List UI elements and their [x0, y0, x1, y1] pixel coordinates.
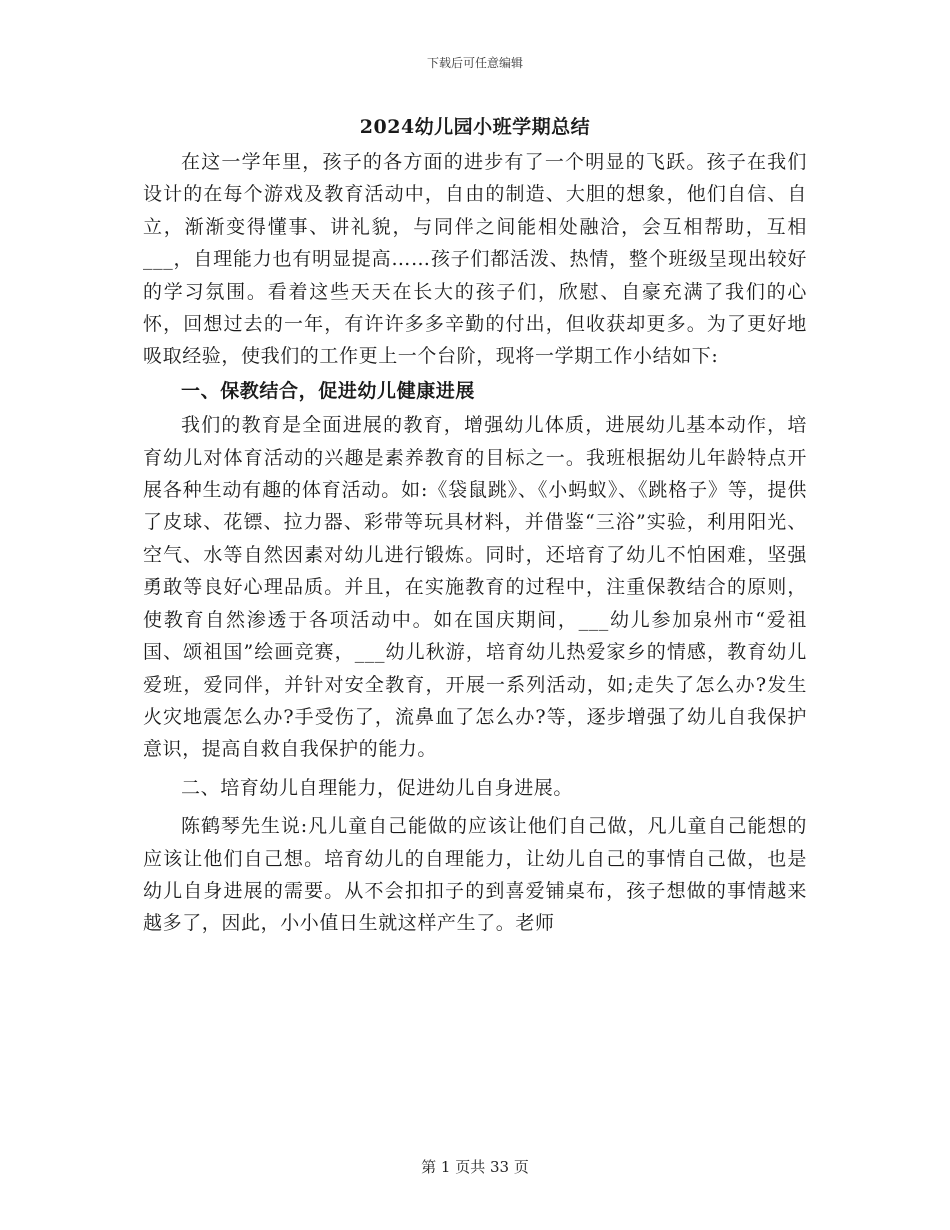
- section-1-paragraph: 我们的教育是全面进展的教育，增强幼儿体质，进展幼儿基本动作，培育幼儿对体育活动的兴趣是素养教育的目标之一。我班根据幼儿年龄特点开展各种生动有趣的体育活动。如:《袋鼠跳》、《小蚂蚁》、《跳格子》等，提供了皮球、花镖、拉力器、彩带等玩具材料，并借鉴“三浴”实验，利用阳光、空气、水等自然因素对幼儿进行锻炼。同时，还培育了幼儿不怕困难，坚强勇敢等良好心理品质。并且，在实施教育的过程中，注重保教结合的原则，使教育自然渗透于各项活动中。如在国庆期间，___幼儿参加泉州市“爱祖国、颂祖国”绘画竞赛，___幼儿秋游，培育幼儿热爱家乡的情感，教育幼儿爱班，爱同伴，并针对安全教育，开展一系列活动，如;走失了怎么办?发生火灾地震怎么办?手受伤了，流鼻血了怎么办?等，逐步增强了幼儿自我保护意识，提高自救自我保护的能力。: [143, 414, 807, 761]
- document-body: [143, 112, 807, 940]
- section-heading-2: 二、培育幼儿自理能力，促进幼儿自身进展。: [181, 776, 574, 799]
- section-2-paragraph: 陈鹤琴先生说:凡儿童自己能做的应该让他们自己做，凡儿童自己能想的应该让他们自己想。培育幼儿的自理能力，让幼儿自己的事情自己做，也是幼儿自身进展的需要。从不会扣扣子的到喜爱铺桌布，孩子想做的事情越来越多了，因此，小小值日生就这样产生了。老师: [143, 815, 807, 935]
- page-footer: 第 1 页共 33 页: [421, 1158, 529, 1176]
- header-note: 下载后可任意编辑: [426, 56, 523, 70]
- section-heading-1: 一、保教结合，促进幼儿健康进展: [181, 379, 476, 402]
- intro-paragraph: 在这一学年里，孩子的各方面的进步有了一个明显的飞跃。孩子在我们设计的在每个游戏及教育活动中，自由的制造、大胆的想象，他们自信、自立，渐渐变得懂事、讲礼貌，与同伴之间能相处融洽，会互相帮助，互相___，自理能力也有明显提高……孩子们都活泼、热情，整个班级呈现出较好的学习氛围。看着这些天天在长大的孩子们，欣慰、自豪充满了我们的心怀，回想过去的一年，有许许多多辛勤的付出，但收获却更多。为了更好地吸取经验，使我们的工作更上一个台阶，现将一学期工作小结如下:: [143, 151, 807, 368]
- document-title: 2024幼儿园小班学期总结: [359, 116, 591, 138]
